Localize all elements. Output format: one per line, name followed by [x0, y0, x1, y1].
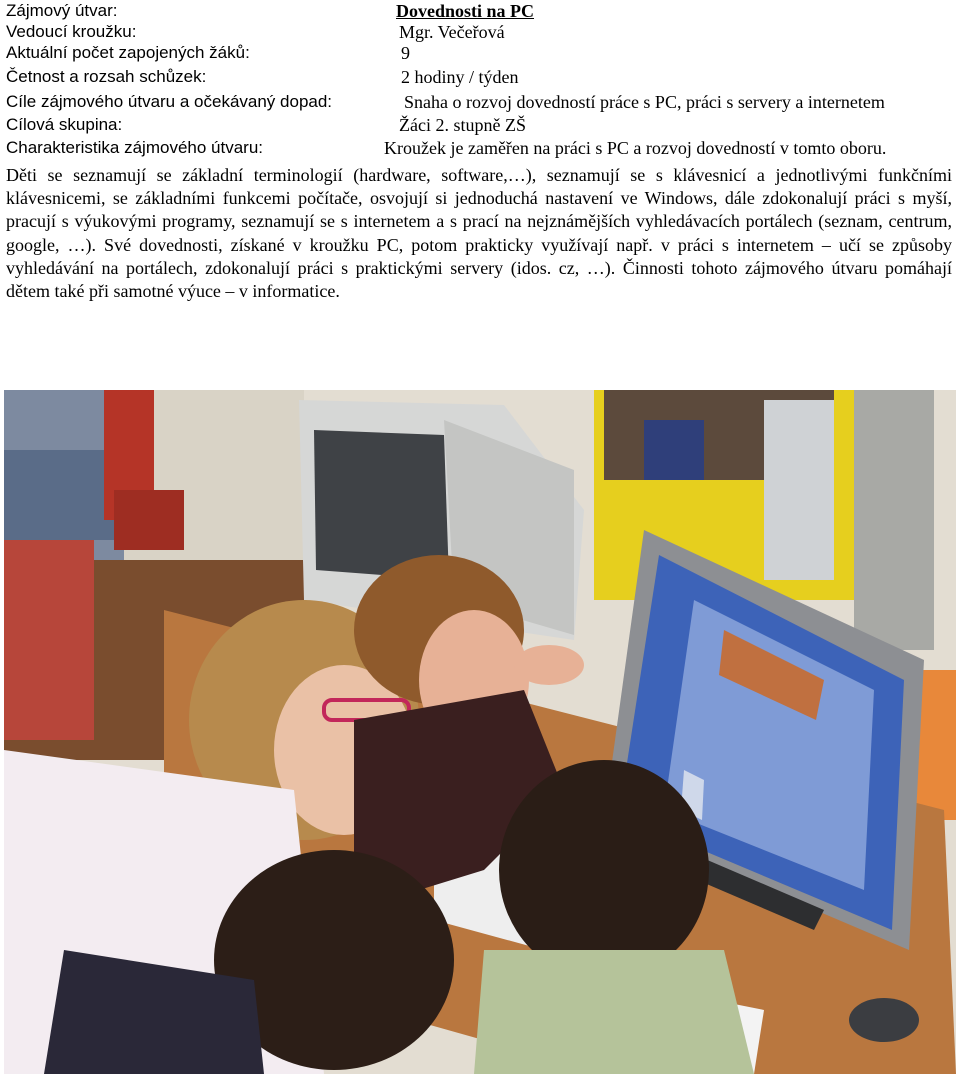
value-charakteristika: Kroužek je zaměřen na práci s PC a rozvoj dovedností v tomto oboru. [384, 138, 887, 158]
description-paragraph: Děti se seznamují se základní terminologií (hardware, software,…), seznamují se s klávesnicí a jednotlivými funkčními klávesnicemi, se základními funkcemi počítače, osvojují si jednoduchá nastavení ve Windows, dále zdokonalují práci s myší, pracují s výukovými programy, seznamují se s internetem a s prací na nejznámějších vyhledávacích portálech (seznam, centrum, google, …). Své dovednosti, získané v kroužku PC, potom prakticky využívají např. v práci s internetem – učí se způsoby vyhledávání na portálech, zdokonalují práci s praktickými servery (idos. cz, …). Činnosti tohoto zájmového útvaru pomáhají dětem také při samotné výuce – v informatice. [6, 165, 952, 302]
label-charakteristika: Charakteristika zájmového útvaru: [6, 138, 264, 157]
value-cilova-skupina: Žáci 2. stupně ZŠ [399, 115, 526, 135]
value-pocet-zaku: 9 [401, 43, 410, 63]
value-zajmovy-utvar: Dovednosti na PC [396, 1, 535, 21]
children-at-computer-photo [4, 390, 956, 1074]
photo-illustration [4, 390, 956, 1074]
label-vedouci: Vedoucí kroužku: [6, 22, 137, 41]
value-cetnost: 2 hodiny / týden [401, 67, 519, 87]
label-cilova-skupina: Cílová skupina: [6, 115, 123, 134]
value-cile: Snaha o rozvoj dovedností práce s PC, práci s servery a internetem [404, 92, 885, 112]
label-pocet-zaku: Aktuální počet zapojených žáků: [6, 43, 250, 62]
value-vedouci: Mgr. Večeřová [399, 22, 505, 42]
label-cile: Cíle zájmového útvaru a očekávaný dopad: [6, 92, 333, 111]
label-cetnost: Četnost a rozsah schůzek: [6, 67, 207, 86]
label-zajmovy-utvar: Zájmový útvar: [6, 1, 118, 20]
